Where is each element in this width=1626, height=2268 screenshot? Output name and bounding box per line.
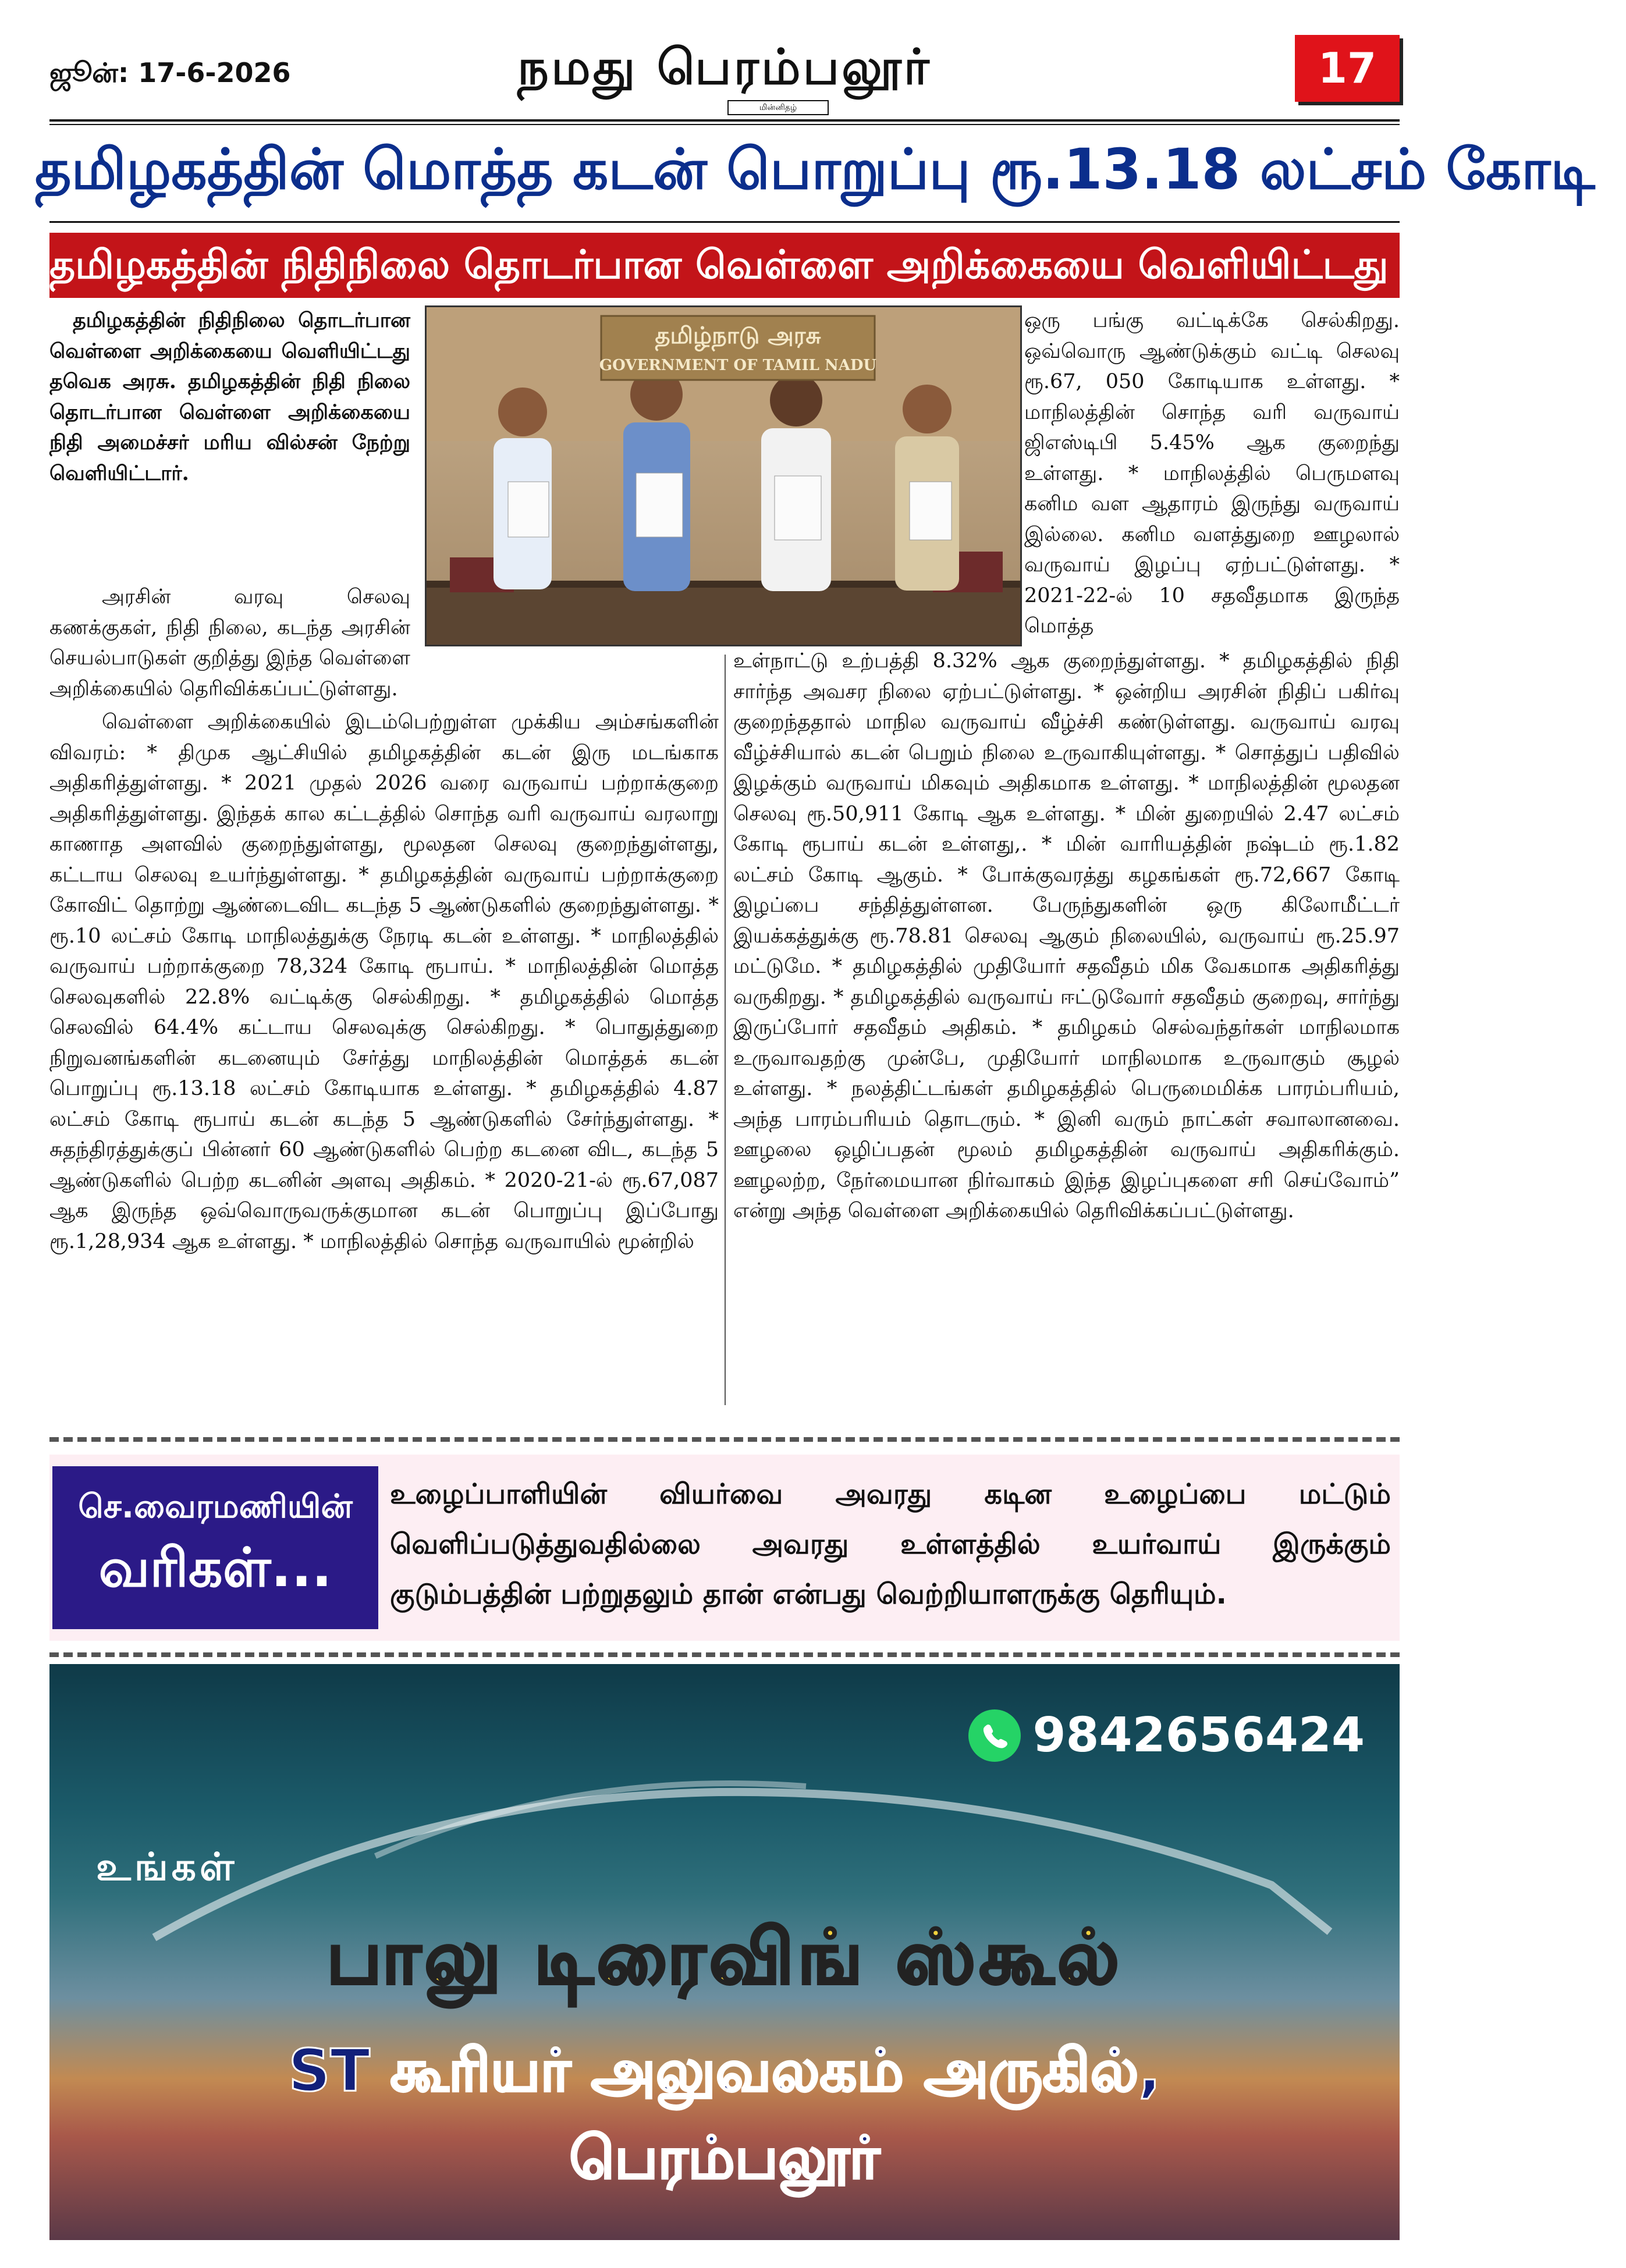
advertisement	[49, 1664, 1400, 2240]
quote-badge-title: வரிகள்...	[98, 1537, 332, 1599]
article-column-2	[733, 646, 1400, 1227]
ad-phone-number: 9842656424	[1032, 1708, 1365, 1764]
person-3	[761, 374, 831, 591]
issue-date: ஜூன்: 17-6-2026	[49, 57, 291, 88]
whatsapp-icon	[968, 1709, 1021, 1762]
masthead	[49, 35, 1400, 116]
press-photo	[425, 305, 1022, 646]
quote-border-bottom	[49, 1652, 1400, 1657]
article-headline: தமிழகத்தின் மொத்த கடன் பொறுப்பு ரூ.13.18 லட்சம் கோடி	[35, 137, 1595, 202]
publication-subtitle: மின்னிதழ்	[727, 100, 829, 115]
ad-address-line2: பெரம்பலூர்	[569, 2124, 880, 2192]
article-column-1	[49, 707, 719, 1257]
col2-main-text: உள்நாட்டு உற்பத்தி 8.32% ஆக குறைந்துள்ளது. * தமிழகத்தில் நிதி சார்ந்த அவசர நிலை ஏற்பட்டுள்ளது. * ஒன்றிய அரசின் நிதிப் பகிர்வு குறைந்ததால் மாநில வருவாய் வீழ்ச்சி கண்டுள்ளது. வருவாய் வரவு வீழ்ச்சியால் கடன் பெறும் நிலை உருவாகியுள்ளது. * சொத்துப் பதிவில் இழக்கும் வருவாய் மிகவும் அதிகமாக உள்ளது. * மாநிலத்தின் மூலதன செலவு ரூ.50,911 கோடி ஆக உள்ளது. * மின் துறையில் 2.47 லட்சம் கோடி ரூபாய் கடன் உள்ளது,. * மின் வாரியத்தின் நஷ்டம் ரூ.1.82 லட்சம் கோடி ஆகும். * போக்குவரத்து கழகங்கள் ரூ.72,667 கோடி இழப்பை சந்தித்துள்ளன. பேருந்துகளின் ஒரு கிலோமீட்டர் இயக்கத்துக்கு ரூ.78.81 செலவு ஆகும் நிலையில், வருவாய் ரூ.25.97 மட்டுமே. * தமிழகத்தில் முதியோர் சதவீதம் மிக வேகமாக அதிகரித்து வருகிறது. * தமிழகத்தில் வருவாய் ஈட்டுவோர் சதவீதம் குறைவு, சார்ந்து இருப்போர் சதவீதம் அதிகம். * தமிழகம் செல்வந்தர்கள் மாநிலமாக உருவாவதற்கு முன்பே, முதியோர் மாநிலமாக உருவாகும் சூழல் உள்ளது. * நலத்திட்டங்கள் தமிழகத்தில் பெருமைமிக்க பாரம்பரியம், அந்த பாரம்பரியம் தொடரும். * இனி வரும் நாட்கள் சவாலானவை. ஊழலை ஒழிப்பதன் மூலம் தமிழகத்தின் வருவாய் அதிகரிக்கும். ஊழலற்ற, நேர்மையான நிர்வாகம் இந்த இழப்புகளை சரி செய்வோம்” என்று அந்த வெள்ளை அறிக்கையில் தெரிவிக்கப்பட்டுள்ளது.	[733, 649, 1400, 1222]
article-column-2-top	[1024, 305, 1400, 642]
quote-badge	[52, 1466, 378, 1629]
masthead-rule	[49, 119, 1400, 122]
ad-prefix: உங்கள்	[96, 1844, 238, 1889]
paragraph-2: அரசின் வரவு செலவு கணக்குகள், நிதி நிலை, கடந்த அரசின் செயல்பாடுகள் குறித்து இந்த வெள்ளை அறிக்கையில் தெரிவிக்கப்பட்டுள்ளது.	[49, 585, 410, 701]
column-divider	[725, 655, 726, 1405]
article-subheadline: தமிழகத்தின் நிதிநிலை தொடர்பான வெள்ளை அறிக்கையை வெளியிட்டது தவெக அரசு	[49, 233, 1400, 298]
quote-text: உழைப்பாளியின் வியர்வை அவரது கடின உழைப்பை மட்டும் வெளிப்படுத்துவதில்லை அவரது உள்ளத்தில் உயர்வாய் இருக்கும் குடும்பத்தின் பற்றுதலும் தான் என்பது வெற்றியாளருக்கு தெரியும்.	[390, 1478, 1391, 1611]
quote-badge-author: செ.வைரமணியின்	[78, 1488, 353, 1526]
person-1	[494, 388, 552, 589]
article-lead	[49, 305, 410, 489]
photo-sign-english: GOVERNMENT OF TAMIL NADU	[599, 357, 877, 374]
person-2	[623, 368, 690, 591]
headline-rule	[49, 221, 1400, 223]
col2-top-text: ஒரு பங்கு வட்டிக்கே செல்கிறது. ஒவ்வொரு ஆண்டுக்கும் வட்டி செலவு ரூ.67, 050 கோடியாக உள்ளது. * மாநிலத்தின் சொந்த வரி வருவாய் ஜிஎஸ்டிபி 5.45% ஆக குறைந்து உள்ளது. * மாநிலத்தில் பெருமளவு கனிம வள ஆதாரம் இருந்து வருவாய் இல்லை. கனிம வளத்துறை ஊழலால் வருவாய் இழப்பு ஏற்பட்டுள்ளது. * 2021-22-ல் 10 சதவீதமாக இருந்த மொத்த	[1024, 309, 1400, 638]
photo-sign-tamil: தமிழ்நாடு அரசு	[655, 322, 821, 349]
publication-title: நமது பெரம்பலூர்	[517, 38, 932, 95]
paragraph-3: வெள்ளை அறிக்கையில் இடம்பெற்றுள்ள முக்கிய அம்சங்களின் விவரம்: * திமுக ஆட்சியில் தமிழகத்தின் கடன் இரு மடங்காக அதிகரித்துள்ளது. * 2021 முதல் 2026 வரை வருவாய் பற்றாக்குறை அதிகரித்துள்ளது. இந்தக் கால கட்டத்தில் சொந்த வரி வருவாய் வரலாறு காணாத அளவில் குறைந்துள்ளது, மூலதன செலவு குறைந்துள்ளது, கட்டாய செலவு உயர்ந்துள்ளது. * தமிழகத்தின் வருவாய் பற்றாக்குறை கோவிட் தொற்று ஆண்டைவிட கடந்த 5 ஆண்டுகளில் குறைந்துள்ளது. * ரூ.10 லட்சம் கோடி மாநிலத்துக்கு நேரடி கடன் உள்ளது. * மாநிலத்தில் வருவாய் பற்றாக்குறை 78,324 கோடி ரூபாய். * மாநிலத்தின் மொத்த செலவுகளில் 22.8% வட்டிக்கு செல்கிறது. * தமிழகத்தில் மொத்த செலவில் 64.4% கட்டாய செலவுக்கு செல்கிறது. * பொதுத்துறை நிறுவனங்களின் கடனையும் சேர்த்து மாநிலத்தின் மொத்தக் கடன் பொறுப்பு ரூ.13.18 லட்சம் கோடியாக உள்ளது. * தமிழகத்தில் 4.87 லட்சம் கோடி ரூபாய் கடன் கடந்த 5 ஆண்டுகளில் சேர்ந்துள்ளது. * சுதந்திரத்துக்குப் பின்னர் 60 ஆண்டுகளில் பெற்ற கடனை விட, கடந்த 5 ஆண்டுகளில் பெற்ற கடனின் அளவு அதிகம். * 2020-21-ல் ரூ.67,087 ஆக இருந்த ஒவ்வொருவருக்குமான கடன் பொறுப்பு இப்போது ரூ.1,28,934 ஆக உள்ளது. * மாநிலத்தில் சொந்த வருவாயில் மூன்றில்	[49, 710, 719, 1253]
article-para2-block	[49, 582, 410, 704]
press-photo-illustration	[427, 307, 1020, 645]
ad-phone	[968, 1705, 1365, 1763]
ad-title: பாலு டிரைவிங் ஸ்கூல்	[326, 1914, 1123, 2001]
lead-paragraph: தமிழகத்தின் நிதிநிலை தொடர்பான வெள்ளை அறிக்கையை வெளியிட்டது தவெக அரசு. தமிழகத்தின் நிதி நிலை தொடர்பான வெள்ளை அறிக்கையை நிதி அமைச்சர் மரிய வில்சன் நேற்று வெளியிட்டார்.	[49, 308, 410, 485]
page-number: 17	[1295, 35, 1400, 102]
person-4	[895, 385, 959, 591]
ad-address-line1: ST கூரியர் அலுவலகம் அருகில்,	[288, 2036, 1161, 2105]
masthead-rule-thin	[49, 124, 1400, 125]
quote-border-top	[49, 1437, 1400, 1442]
